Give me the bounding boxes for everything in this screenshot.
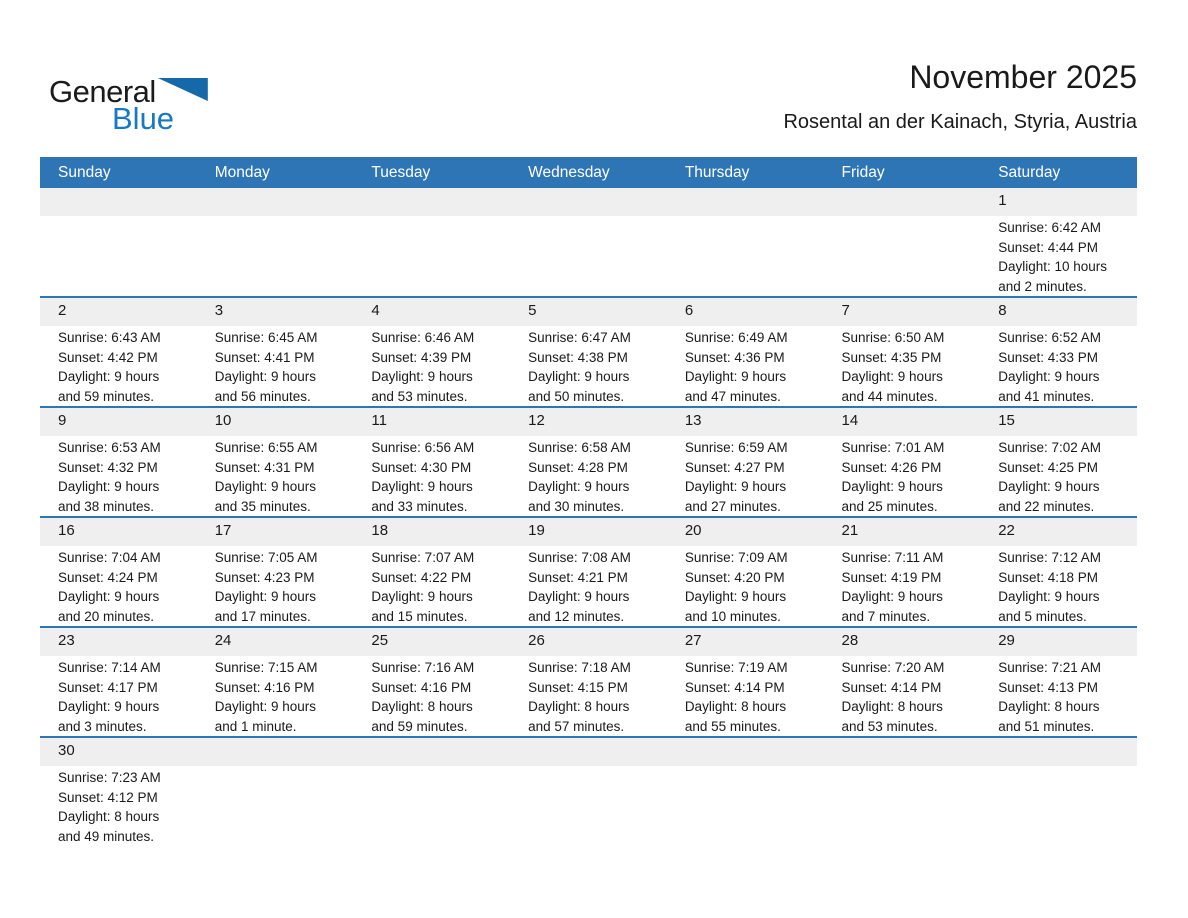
sunrise-text: Sunrise: 7:05 AM	[214, 550, 318, 565]
day-number: 22	[998, 522, 1015, 539]
day-number: 5	[528, 302, 537, 319]
day-cell	[824, 436, 981, 516]
page-subtitle: Rosental an der Kainach, Styria, Austria	[783, 111, 1137, 134]
empty-day-cell	[510, 216, 667, 296]
sunset-text: Sunset: 4:16 PM	[371, 679, 472, 695]
daylight-text: Daylight: 9 hours	[998, 589, 1100, 604]
daylight-text-cont: and 41 minutes.	[998, 388, 1095, 404]
day-cell	[667, 326, 824, 406]
day-number: 20	[684, 522, 702, 539]
daylight-text: Daylight: 8 hours	[371, 699, 473, 714]
daylight-text: Daylight: 8 hours	[528, 699, 630, 714]
day-number: 2	[58, 302, 67, 319]
sunrise-text: Sunrise: 6:50 AM	[841, 330, 945, 345]
day-cell	[40, 326, 197, 406]
empty-day-number	[40, 188, 197, 216]
daylight-text-cont: and 12 minutes.	[528, 608, 625, 624]
sunrise-text: Sunrise: 7:09 AM	[684, 550, 788, 565]
day-cell	[980, 546, 1137, 626]
daylight-text: Daylight: 8 hours	[684, 699, 787, 714]
sunrise-text: Sunrise: 7:01 AM	[841, 440, 945, 455]
sunset-text: Sunset: 4:13 PM	[998, 679, 1099, 695]
daylight-text-cont: and 25 minutes.	[841, 498, 938, 514]
day-number: 13	[684, 412, 702, 429]
daylight-text-cont: and 30 minutes.	[528, 498, 625, 514]
sunset-text: Sunset: 4:14 PM	[841, 679, 942, 695]
sunset-text: Sunset: 4:27 PM	[684, 459, 785, 475]
day-content-row	[40, 766, 1137, 846]
daylight-text: Daylight: 8 hours	[998, 699, 1100, 714]
sunset-text: Sunset: 4:23 PM	[214, 569, 315, 585]
calendar-weeks	[40, 188, 1137, 846]
day-cell	[40, 436, 197, 516]
empty-day-number	[510, 738, 667, 766]
day-content-row	[40, 546, 1137, 626]
daylight-text-cont: and 20 minutes.	[58, 608, 155, 624]
day-cell	[197, 326, 354, 406]
sunset-text: Sunset: 4:39 PM	[371, 349, 472, 365]
day-number: 4	[371, 302, 380, 319]
daylight-text: Daylight: 9 hours	[841, 369, 943, 384]
day-cell	[40, 656, 197, 736]
day-number: 30	[58, 742, 75, 759]
logo-triangle-icon	[158, 78, 208, 101]
empty-day-number	[197, 738, 354, 766]
sunset-text: Sunset: 4:33 PM	[998, 349, 1099, 365]
day-cell	[667, 546, 824, 626]
empty-day-number	[510, 188, 667, 216]
sunset-text: Sunset: 4:25 PM	[998, 459, 1099, 475]
day-cell	[353, 436, 510, 516]
daylight-text: Daylight: 9 hours	[371, 589, 473, 604]
empty-day-number	[353, 188, 510, 216]
day-number-band	[40, 628, 1137, 656]
day-number: 28	[841, 632, 859, 649]
day-cell	[824, 326, 981, 406]
sunrise-text: Sunrise: 7:08 AM	[528, 550, 631, 565]
weekday-header-row	[40, 157, 1137, 188]
day-number: 21	[841, 522, 859, 539]
day-number: 27	[684, 632, 702, 649]
day-cell	[197, 436, 354, 516]
day-number-band	[40, 518, 1137, 546]
day-number: 19	[528, 522, 545, 539]
sunrise-text: Sunrise: 6:58 AM	[528, 440, 631, 455]
daylight-text-cont: and 2 minutes.	[998, 278, 1087, 294]
sunset-text: Sunset: 4:35 PM	[841, 349, 942, 365]
sunrise-text: Sunrise: 7:16 AM	[371, 660, 475, 675]
daylight-text: Daylight: 9 hours	[528, 589, 630, 604]
sunrise-text: Sunrise: 6:49 AM	[684, 330, 788, 345]
day-number: 1	[998, 192, 1007, 209]
day-number: 25	[371, 632, 389, 649]
daylight-text: Daylight: 9 hours	[214, 369, 317, 384]
week-row	[40, 516, 1137, 626]
sunrise-text: Sunrise: 7:02 AM	[998, 440, 1102, 455]
daylight-text-cont: and 53 minutes.	[371, 388, 468, 404]
day-cell	[824, 656, 981, 736]
day-cell	[40, 766, 197, 846]
sunrise-text: Sunrise: 6:59 AM	[684, 440, 788, 455]
daylight-text-cont: and 33 minutes.	[371, 498, 468, 514]
sunset-text: Sunset: 4:24 PM	[58, 569, 158, 585]
sunset-text: Sunset: 4:41 PM	[214, 349, 315, 365]
week-row	[40, 626, 1137, 736]
day-number: 14	[841, 412, 859, 429]
sunset-text: Sunset: 4:36 PM	[684, 349, 785, 365]
empty-day-cell	[824, 766, 981, 846]
daylight-text: Daylight: 9 hours	[684, 369, 787, 384]
sunset-text: Sunset: 4:14 PM	[684, 679, 785, 695]
sunrise-text: Sunrise: 6:45 AM	[214, 330, 318, 345]
daylight-text: Daylight: 9 hours	[58, 589, 160, 604]
day-cell	[510, 326, 667, 406]
day-number-band	[40, 188, 1137, 216]
daylight-text: Daylight: 9 hours	[58, 369, 160, 384]
sunset-text: Sunset: 4:22 PM	[371, 569, 472, 585]
logo	[49, 76, 208, 134]
sunrise-text: Sunrise: 7:20 AM	[841, 660, 945, 675]
empty-day-number	[824, 738, 981, 766]
daylight-text-cont: and 55 minutes.	[684, 718, 781, 734]
daylight-text: Daylight: 9 hours	[58, 479, 160, 494]
daylight-text: Daylight: 9 hours	[684, 589, 787, 604]
empty-day-number	[353, 738, 510, 766]
sunrise-text: Sunrise: 6:47 AM	[528, 330, 631, 345]
daylight-text-cont: and 59 minutes.	[58, 388, 155, 404]
sunset-text: Sunset: 4:30 PM	[371, 459, 472, 475]
week-row	[40, 296, 1137, 406]
sunset-text: Sunset: 4:21 PM	[528, 569, 628, 585]
daylight-text-cont: and 50 minutes.	[528, 388, 625, 404]
weekday-header-tuesday: Tuesday	[371, 163, 431, 181]
daylight-text: Daylight: 9 hours	[371, 479, 473, 494]
daylight-text: Daylight: 9 hours	[528, 479, 630, 494]
day-cell	[510, 656, 667, 736]
day-number: 26	[528, 632, 545, 649]
day-cell	[197, 546, 354, 626]
empty-day-cell	[980, 766, 1137, 846]
daylight-text: Daylight: 10 hours	[998, 259, 1108, 274]
empty-day-number	[667, 738, 824, 766]
empty-day-cell	[667, 216, 824, 296]
day-content-row	[40, 656, 1137, 736]
day-number: 29	[998, 632, 1015, 649]
daylight-text-cont: and 53 minutes.	[841, 718, 938, 734]
daylight-text: Daylight: 8 hours	[58, 809, 160, 824]
day-number: 17	[214, 522, 232, 539]
daylight-text: Daylight: 9 hours	[371, 369, 473, 384]
day-content-row	[40, 216, 1137, 296]
day-cell	[980, 436, 1137, 516]
daylight-text-cont: and 59 minutes.	[371, 718, 468, 734]
sunrise-text: Sunrise: 7:19 AM	[684, 660, 788, 675]
sunset-text: Sunset: 4:18 PM	[998, 569, 1099, 585]
weekday-header-wednesday: Wednesday	[528, 163, 610, 181]
daylight-text-cont: and 35 minutes.	[214, 498, 311, 514]
calendar-grid	[40, 157, 1137, 846]
empty-day-number	[824, 188, 981, 216]
daylight-text-cont: and 3 minutes.	[58, 718, 147, 734]
daylight-text-cont: and 27 minutes.	[684, 498, 781, 514]
sunset-text: Sunset: 4:44 PM	[998, 239, 1099, 255]
day-number: 15	[998, 412, 1015, 429]
daylight-text: Daylight: 9 hours	[998, 479, 1100, 494]
day-cell	[510, 546, 667, 626]
day-cell	[824, 546, 981, 626]
day-number: 10	[214, 412, 232, 429]
empty-day-cell	[353, 216, 510, 296]
daylight-text: Daylight: 9 hours	[214, 699, 317, 714]
sunrise-text: Sunrise: 6:52 AM	[998, 330, 1102, 345]
day-cell	[980, 326, 1137, 406]
day-cell	[980, 656, 1137, 736]
day-number: 8	[998, 302, 1007, 319]
week-row	[40, 188, 1137, 296]
empty-day-cell	[510, 766, 667, 846]
daylight-text-cont: and 22 minutes.	[998, 498, 1095, 514]
day-number-band	[40, 298, 1137, 326]
day-cell	[197, 656, 354, 736]
sunrise-text: Sunrise: 7:23 AM	[58, 770, 161, 785]
sunrise-text: Sunrise: 6:53 AM	[58, 440, 161, 455]
day-number: 11	[371, 412, 387, 429]
sunrise-text: Sunrise: 7:12 AM	[998, 550, 1102, 565]
sunset-text: Sunset: 4:17 PM	[58, 679, 158, 695]
day-cell	[510, 436, 667, 516]
sunset-text: Sunset: 4:38 PM	[528, 349, 628, 365]
sunrise-text: Sunrise: 6:46 AM	[371, 330, 475, 345]
sunrise-text: Sunrise: 7:11 AM	[841, 550, 944, 565]
week-row	[40, 736, 1137, 846]
sunset-text: Sunset: 4:20 PM	[684, 569, 785, 585]
day-number-band	[40, 738, 1137, 766]
sunset-text: Sunset: 4:42 PM	[58, 349, 158, 365]
sunrise-text: Sunrise: 6:55 AM	[214, 440, 318, 455]
day-cell	[353, 656, 510, 736]
sunset-text: Sunset: 4:31 PM	[214, 459, 315, 475]
daylight-text-cont: and 5 minutes.	[998, 608, 1087, 624]
day-number: 16	[58, 522, 75, 539]
header-titles	[783, 60, 1137, 134]
sunrise-text: Sunrise: 7:18 AM	[528, 660, 631, 675]
day-cell	[353, 546, 510, 626]
weekday-header-saturday: Saturday	[998, 163, 1061, 181]
empty-day-number	[197, 188, 354, 216]
day-number: 23	[58, 632, 75, 649]
day-cell	[353, 326, 510, 406]
week-row	[40, 406, 1137, 516]
day-content-row	[40, 326, 1137, 406]
sunrise-text: Sunrise: 7:21 AM	[998, 660, 1102, 675]
sunrise-text: Sunrise: 6:42 AM	[998, 220, 1102, 235]
daylight-text-cont: and 44 minutes.	[841, 388, 938, 404]
day-number: 12	[528, 412, 545, 429]
weekday-header-friday: Friday	[841, 163, 885, 181]
day-number: 18	[371, 522, 389, 539]
day-content-row	[40, 436, 1137, 516]
daylight-text-cont: and 47 minutes.	[684, 388, 781, 404]
daylight-text: Daylight: 9 hours	[214, 589, 317, 604]
daylight-text-cont: and 57 minutes.	[528, 718, 625, 734]
daylight-text: Daylight: 8 hours	[841, 699, 943, 714]
empty-day-cell	[824, 216, 981, 296]
day-number: 6	[684, 302, 694, 319]
daylight-text-cont: and 17 minutes.	[214, 608, 311, 624]
page-title: November 2025	[909, 59, 1137, 95]
daylight-text: Daylight: 9 hours	[841, 479, 943, 494]
day-cell	[667, 656, 824, 736]
sunrise-text: Sunrise: 7:07 AM	[371, 550, 475, 565]
sunrise-text: Sunrise: 7:04 AM	[58, 550, 161, 565]
daylight-text: Daylight: 9 hours	[58, 699, 160, 714]
weekday-header-sunday: Sunday	[58, 163, 111, 181]
sunset-text: Sunset: 4:26 PM	[841, 459, 942, 475]
weekday-header-monday: Monday	[214, 163, 270, 181]
daylight-text: Daylight: 9 hours	[684, 479, 787, 494]
daylight-text-cont: and 51 minutes.	[998, 718, 1095, 734]
sunrise-text: Sunrise: 6:43 AM	[58, 330, 161, 345]
daylight-text-cont: and 56 minutes.	[214, 388, 311, 404]
daylight-text-cont: and 38 minutes.	[58, 498, 155, 514]
empty-day-number	[980, 738, 1137, 766]
day-number: 3	[214, 302, 224, 319]
day-cell	[40, 546, 197, 626]
sunset-text: Sunset: 4:19 PM	[841, 569, 942, 585]
daylight-text-cont: and 10 minutes.	[684, 608, 781, 624]
daylight-text-cont: and 7 minutes.	[841, 608, 931, 624]
sunset-text: Sunset: 4:12 PM	[58, 789, 158, 805]
day-number-band	[40, 408, 1137, 436]
weekday-header-thursday: Thursday	[684, 163, 750, 181]
day-number: 24	[214, 632, 232, 649]
empty-day-cell	[40, 216, 197, 296]
logo-text-general: General	[49, 74, 156, 109]
empty-day-number	[667, 188, 824, 216]
empty-day-cell	[197, 766, 354, 846]
sunrise-text: Sunrise: 6:56 AM	[371, 440, 475, 455]
sunset-text: Sunset: 4:28 PM	[528, 459, 628, 475]
daylight-text-cont: and 1 minute.	[214, 718, 297, 734]
sunrise-text: Sunrise: 7:15 AM	[214, 660, 318, 675]
daylight-text-cont: and 15 minutes.	[371, 608, 468, 624]
day-number: 9	[58, 412, 67, 429]
empty-day-cell	[197, 216, 354, 296]
sunset-text: Sunset: 4:15 PM	[528, 679, 628, 695]
sunrise-text: Sunrise: 7:14 AM	[58, 660, 161, 675]
daylight-text-cont: and 49 minutes.	[58, 828, 155, 844]
sunset-text: Sunset: 4:32 PM	[58, 459, 158, 475]
empty-day-cell	[667, 766, 824, 846]
sunset-text: Sunset: 4:16 PM	[214, 679, 315, 695]
logo-text-blue: Blue	[112, 101, 175, 136]
day-number: 7	[841, 302, 850, 319]
day-cell	[980, 216, 1137, 296]
daylight-text: Daylight: 9 hours	[528, 369, 630, 384]
daylight-text: Daylight: 9 hours	[998, 369, 1100, 384]
daylight-text: Daylight: 9 hours	[214, 479, 317, 494]
daylight-text: Daylight: 9 hours	[841, 589, 943, 604]
empty-day-cell	[353, 766, 510, 846]
day-cell	[667, 436, 824, 516]
